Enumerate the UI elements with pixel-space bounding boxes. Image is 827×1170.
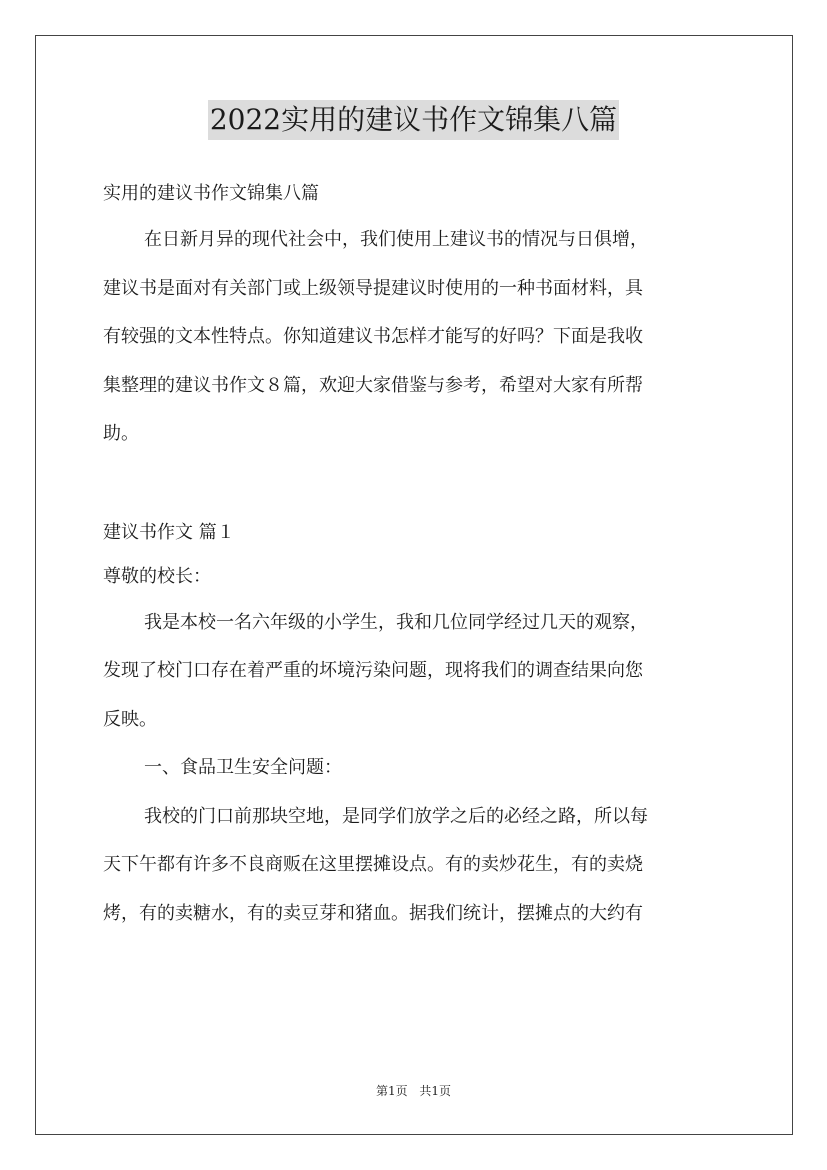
- salutation: 尊敬的校长：: [103, 565, 211, 587]
- page-total: 共1页: [419, 1084, 452, 1098]
- section-heading: 建议书作文 篇１: [103, 521, 235, 543]
- document-title: 2022实用的建议书作文锦集八篇: [208, 100, 619, 140]
- document-subtitle: 实用的建议书作文锦集八篇: [103, 183, 319, 204]
- intro-line: 建议书是面对有关部门或上级领导提建议时使用的一种书面材料，具: [103, 277, 643, 299]
- page-number: 第1页: [375, 1084, 408, 1098]
- point-heading: 一、食品卫生安全问题：: [144, 757, 342, 778]
- intro-line: 有较强的文本性特点。你知道建议书怎样才能写的好吗？下面是我收: [103, 326, 643, 347]
- body-line: 天下午都有许多不良商贩在这里摆摊设点。有的卖炒花生，有的卖烧: [103, 854, 643, 875]
- title-container: [0, 100, 827, 140]
- body-line: 我是本校一名六年级的小学生，我和几位同学经过几天的观察，: [144, 611, 648, 633]
- body-line: 反映。: [103, 708, 157, 730]
- spacer: [103, 459, 728, 511]
- intro-line: 助。: [103, 423, 139, 444]
- intro-line: 在日新月异的现代社会中，我们使用上建议书的情况与日俱增，: [144, 229, 648, 250]
- page-footer: [0, 1082, 827, 1099]
- intro-line: 集整理的建议书作文８篇，欢迎大家借鉴与参考，希望对大家有所帮: [103, 374, 643, 396]
- body-line: 我校的门口前那块空地，是同学们放学之后的必经之路，所以每: [144, 805, 648, 827]
- document-body: [103, 172, 728, 938]
- body-line: 发现了校门口存在着严重的坏境污染问题，现将我们的调查结果向您: [103, 660, 643, 681]
- body-line: 烤，有的卖糖水，有的卖豆芽和猪血。据我们统计，摆摊点的大约有: [103, 902, 643, 924]
